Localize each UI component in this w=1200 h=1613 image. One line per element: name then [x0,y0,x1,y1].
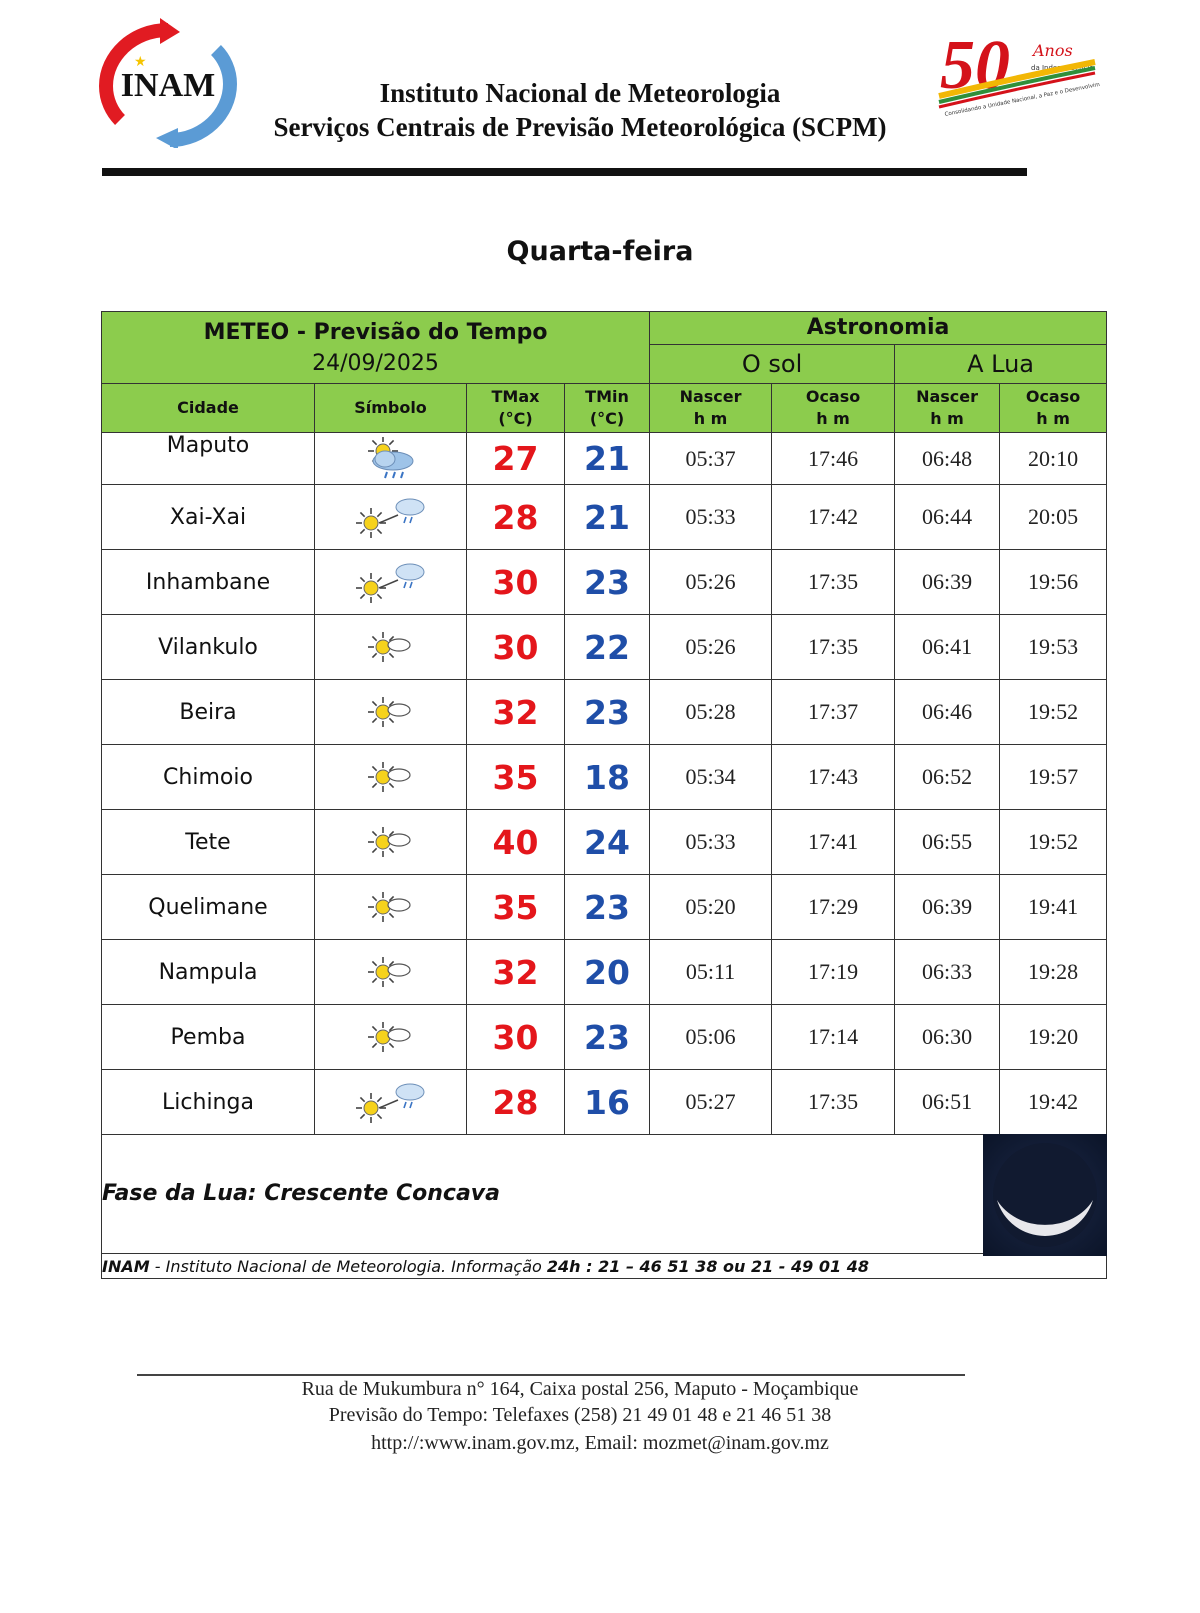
col-tmax: TMax (°C) [467,384,565,433]
info-prefix: INAM [102,1256,150,1276]
service-name: Serviços Centrais de Previsão Meteorológica (SCPM) [273,112,887,142]
moonrise-cell: 06:52 [895,745,1000,810]
table-row [102,680,1107,745]
sun-small-cloud-icon [315,625,466,669]
moonrise-cell: 06:51 [895,1070,1000,1135]
city-cell: Quelimane [102,875,315,940]
sun-small-cloud-icon [315,885,466,929]
sunset-cell: 17:35 [772,615,895,680]
symbol-cell [315,485,467,550]
anniversary-emblem [935,18,1100,128]
sunrise-cell: 05:27 [650,1070,772,1135]
sunrise-cell: 05:34 [650,745,772,810]
sunset-cell: 17:29 [772,875,895,940]
footer-web: http://:www.inam.gov.mz, Email: mozmet@inam.gov.mz [371,1432,829,1454]
forecast-date: 24/09/2025 [312,350,439,376]
tmin-cell: 21 [565,433,650,485]
moonset-cell: 19:28 [1000,940,1107,1005]
table-row [102,745,1107,810]
moon-header: A Lua [895,345,1107,384]
moonrise-cell: 06:48 [895,433,1000,485]
tmax-cell: 30 [467,550,565,615]
tmin-cell: 21 [565,485,650,550]
symbol-cell [315,433,467,485]
anniversary-number: 50 [940,27,1010,104]
sun-header: O sol [650,345,895,384]
symbol-cell [315,615,467,680]
moonrise-cell: 06:30 [895,1005,1000,1070]
footer-divider [137,1374,965,1376]
sunrise-cell: 05:33 [650,810,772,875]
forecast-table [101,311,1107,1279]
table-row [102,1070,1107,1135]
sun-small-cloud-icon [315,690,466,734]
tmin-cell: 18 [565,745,650,810]
moonrise-cell: 06:39 [895,875,1000,940]
moonrise-cell: 06:46 [895,680,1000,745]
moonrise-cell: 06:44 [895,485,1000,550]
sunrise-cell: 05:26 [650,550,772,615]
sunset-cell: 17:43 [772,745,895,810]
symbol-cell [315,810,467,875]
table-row [102,1005,1107,1070]
table-row [102,810,1107,875]
sun-cloud-rain-icon [315,1078,466,1126]
table-row [102,875,1107,940]
moon-phase-image [983,1134,1107,1256]
moonset-cell: 20:05 [1000,485,1107,550]
moonset-cell: 19:41 [1000,875,1107,940]
anniversary-motto: Consolidando a Unidade Nacional, a Paz e o Desenvolvimento [944,79,1100,118]
symbol-cell [315,940,467,1005]
sun-small-cloud-icon [315,1015,466,1059]
moonrise-cell: 06:41 [895,615,1000,680]
city-cell: Beira [102,680,315,745]
tmin-cell: 23 [565,550,650,615]
tmin-cell: 20 [565,940,650,1005]
forecast-header [102,312,650,384]
sunset-cell: 17:35 [772,550,895,615]
info-text: - Instituto Nacional de Meteorologia. Informação [149,1256,547,1276]
city-cell: Tete [102,810,315,875]
moonset-cell: 19:42 [1000,1070,1107,1135]
table-row [102,615,1107,680]
header-divider [102,168,1027,176]
sun-small-cloud-icon [315,755,466,799]
footer-address: Rua de Mukumbura n° 164, Caixa postal 256, Maputo - Moçambique [301,1378,859,1400]
tmax-cell: 35 [467,745,565,810]
moon-phase-cell [102,1135,1107,1254]
moonrise-cell: 06:39 [895,550,1000,615]
symbol-cell [315,1005,467,1070]
table-row [102,550,1107,615]
table-row [102,940,1107,1005]
city-cell: Pemba [102,1005,315,1070]
tmax-cell: 35 [467,875,565,940]
moonset-cell: 19:52 [1000,810,1107,875]
tmax-cell: 32 [467,680,565,745]
city-cell: Vilankulo [102,615,315,680]
inam-logo [98,18,238,148]
moonset-cell: 19:53 [1000,615,1107,680]
tmin-cell: 23 [565,875,650,940]
tmax-cell: 28 [467,485,565,550]
sunset-cell: 17:37 [772,680,895,745]
symbol-cell [315,875,467,940]
moon-phase: Fase da Lua: Crescente Concava [102,1181,500,1206]
city-cell: Nampula [102,940,315,1005]
info-phones: 24h : 21 – 46 51 38 ou 21 - 49 01 48 [546,1256,869,1276]
symbol-cell [315,1070,467,1135]
anniversary-script: Anos [1033,41,1073,60]
sunrise-cell: 05:33 [650,485,772,550]
tmin-cell: 23 [565,1005,650,1070]
moonset-cell: 19:56 [1000,550,1107,615]
col-city: Cidade [102,384,315,433]
sunset-cell: 17:42 [772,485,895,550]
symbol-cell [315,680,467,745]
sun-small-cloud-icon [315,950,466,994]
footer-phones: Previsão do Tempo: Telefaxes (258) 21 49 01 48 e 21 46 51 38 [328,1404,832,1426]
col-sunrise: Nascer h m [650,384,772,433]
sunrise-cell: 05:06 [650,1005,772,1070]
city-cell: Xai-Xai [102,485,315,550]
sun-small-cloud-icon [315,820,466,864]
institute-name: Instituto Nacional de Meteorologia [379,78,781,108]
col-moonset: Ocaso h m [1000,384,1107,433]
tmax-cell: 28 [467,1070,565,1135]
tmin-cell: 23 [565,680,650,745]
sunset-cell: 17:19 [772,940,895,1005]
moonrise-cell: 06:33 [895,940,1000,1005]
city-cell: Inhambane [102,550,315,615]
tmax-cell: 32 [467,940,565,1005]
col-sunset: Ocaso h m [772,384,895,433]
symbol-cell [315,550,467,615]
table-row [102,433,1107,485]
sunrise-cell: 05:20 [650,875,772,940]
city-cell: Chimoio [102,745,315,810]
astronomy-header: Astronomia [650,312,1107,345]
moonset-cell: 19:57 [1000,745,1107,810]
tmin-cell: 22 [565,615,650,680]
partly-cloudy-showers-icon [315,437,466,481]
sunrise-cell: 05:11 [650,940,772,1005]
col-symbol: Símbolo [315,384,467,433]
sunrise-cell: 05:26 [650,615,772,680]
tmin-cell: 16 [565,1070,650,1135]
sun-cloud-rain-icon [315,558,466,606]
sunrise-cell: 05:28 [650,680,772,745]
sunset-cell: 17:46 [772,433,895,485]
tmin-cell: 24 [565,810,650,875]
forecast-rows [102,433,1107,1135]
symbol-cell [315,745,467,810]
info-line [102,1254,1107,1279]
tmax-cell: 27 [467,433,565,485]
day-title: Quarta-feira [506,236,694,267]
sunrise-cell: 05:37 [650,433,772,485]
city-cell: Maputo [102,433,315,485]
moonrise-cell: 06:55 [895,810,1000,875]
svg-text:★: ★ [134,54,147,70]
tmax-cell: 30 [467,1005,565,1070]
table-row [102,485,1107,550]
moonset-cell: 19:20 [1000,1005,1107,1070]
city-cell: Lichinga [102,1070,315,1135]
col-moonrise: Nascer h m [895,384,1000,433]
moonset-cell: 20:10 [1000,433,1107,485]
sunset-cell: 17:41 [772,810,895,875]
forecast-title: METEO - Previsão do Tempo [203,319,548,345]
moonset-cell: 19:52 [1000,680,1107,745]
sunset-cell: 17:14 [772,1005,895,1070]
tmax-cell: 40 [467,810,565,875]
tmax-cell: 30 [467,615,565,680]
logo-text: INAM [120,67,216,104]
anniversary-subtitle: da Independência [1031,64,1094,72]
col-tmin: TMin (°C) [565,384,650,433]
sun-cloud-rain-icon [315,493,466,541]
sunset-cell: 17:35 [772,1070,895,1135]
